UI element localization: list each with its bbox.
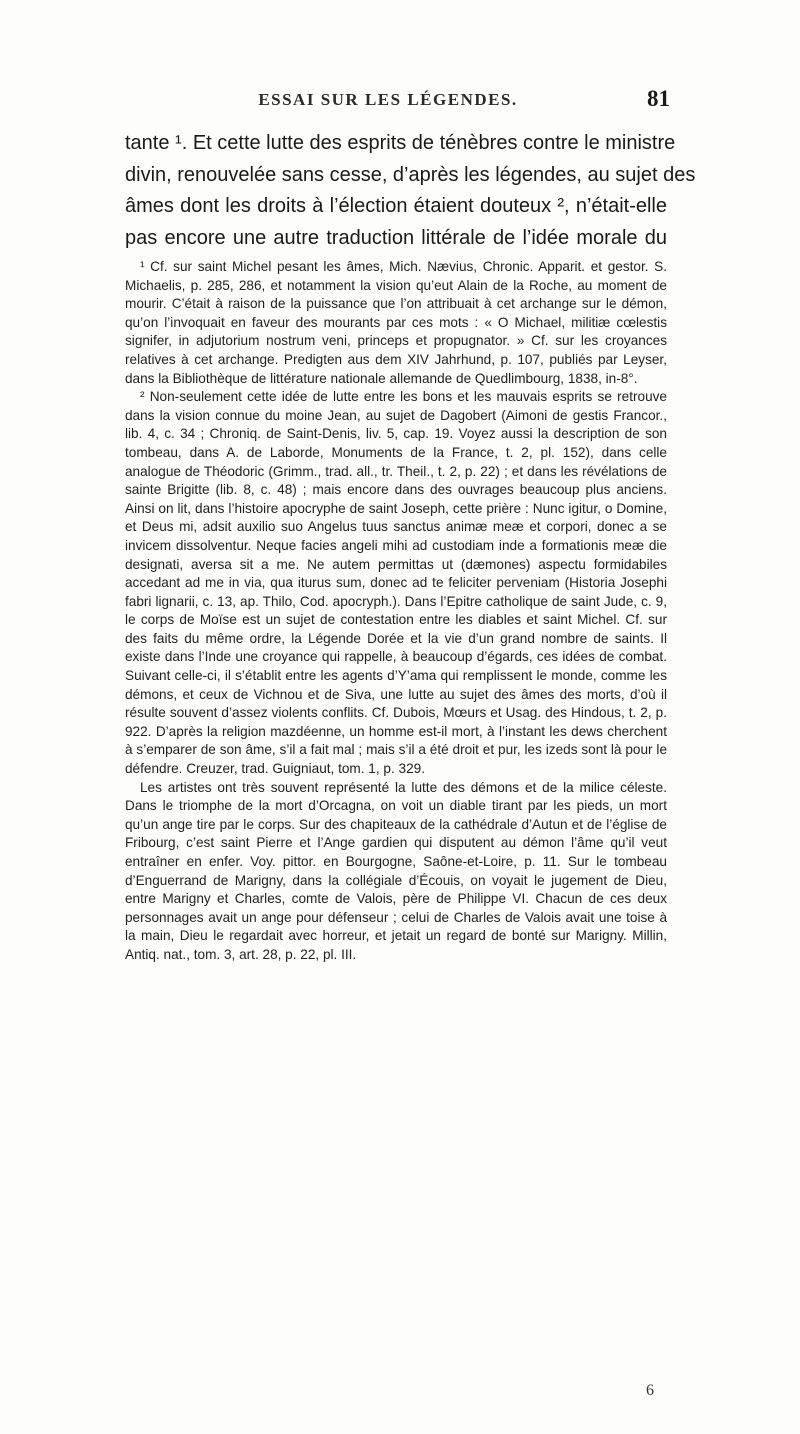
body-line: divin, renouvelée sans cesse, d’après les légendes, au sujet des [125, 163, 696, 186]
body-line: tante ¹. Et cette lutte des esprits de ténèbres contre le ministre [125, 132, 676, 154]
footnote-2-continued: Les artistes ont très souvent représenté la lutte des démons et de la milice céleste. Dans le triomphe de la mort d’Orcagna, on voit un diable tirant par les pieds, un mort qu’un ange tire par le corps. Sur des chapiteaux de la cathédrale d’Autun et de l’église de Fribourg, c’est saint Pierre et l’Ange gardien qui disputent au démon l’âme qu’il veut entraîner en enfer. Voy. pittor. en Bourgogne, Saône-et-Loire, p. 11. Sur le tombeau d’Enguerrand de Marigny, dans la collégiale d’Écouis, on voyait le jugement de Dieu, entre Marigny et Charles, comte de Valois, père de Philippe VI. Chacun de ces deux personnages avait un ange pour défenseur ; celui de Charles de Valois avait une toise à la main, Dieu le regardait avec horreur, et jetait un regard de bonté sur Marigny. Millin, Antiq. nat., tom. 3, art. 28, p. 22, pl. III. [125, 779, 667, 962]
running-title: ESSAI SUR LES LÉGENDES. [258, 90, 518, 109]
main-paragraph [125, 128, 696, 254]
signature-mark: 6 [646, 1382, 654, 1399]
page-number: 81 [647, 86, 670, 111]
running-head [118, 86, 670, 114]
body-line: âmes dont les droits à l’élection étaient douteux ², n’était-elle [125, 195, 667, 217]
footnote-2: ² Non-seulement cette idée de lutte entre les bons et les mauvais esprits se retrouve dans la vision connue du moine Jean, au sujet de Dagobert (Aimoni de gestis Francor., lib. 4, c. 34 ; Chroniq. de Saint-Denis, liv. 5, cap. 19. Voyez aussi la description de son tombeau, dans A. de Laborde, Monuments de la France, t. 2, pl. 152), dans celle analogue de Théodoric (Grimm., trad. all., tr. Theil., t. 2, p. 22) ; et dans les révélations de sainte Brigitte (lib. 8, c. 48) ; mais encore dans des ouvrages beaucoup plus anciens. Ainsi on lit, dans l’histoire apocryphe de saint Joseph, cette prière : Nunc igitur, o Domine, et Deus mi, adsit auxilio suo Angelus tuus sanctus animæ meæ et corpori, donec a se invicem dissolventur. Neque facies angeli mihi ad custodiam inde a formationis meæ die designati, aversa sit a me. Ne autem permittas ut (dæmones) aspectu formidabiles accedant ad me in via, qua iturus sum, donec ad te feliciter perveniam (Historia Josephi fabri lignarii, c. 13, ap. Thilo, Cod. apocryph.). Dans l’Epitre catholique de saint Jude, c. 9, le corps de Moïse est un sujet de contestation entre les diables et saint Michel. Cf. sur des faits du même ordre, la Légende Dorée et la vie d’un grand nombre de saints. Il existe dans l’Inde une croyance qui rappelle, à beaucoup d’égards, ces idées de combat. Suivant celle-ci, il s’établit entre les agents d’Y’ama qui remplissent le monde, comme les démons, et ceux de Vichnou et de Siva, une lutte au sujet des âmes des morts, d’où il résulte souvent d’assez violents conflits. Cf. Dubois, Mœurs et Usag. des Hindous, t. 2, p. 922. D’après la religion mazdéenne, un homme est-il mort, à l’instant les dews cherchent à s’emparer de son âme, s’il a fait mal ; mais s’il a été droit et pur, les izeds sont là pour le défendre. Creuzer, trad. Guigniaut, tom. 1, p. 329. [125, 389, 667, 777]
footnote-1: ¹ Cf. sur saint Michel pesant les âmes, Mich. Nævius, Chronic. Apparit. et gestor. S. Michaelis, p. 285, 286, et notamment la vision qu’eut Alain de la Roche, au moment de mourir. C’était à raison de la puissance que l’on attribuait à cet archange sur le démon, qu’on l’invoquait en faveur des mourants par ces mots : « O Michael, militiæ cœlestis signifer, in adjutorium nostrum veni, princeps et propugnator. » Cf. sur les croyances relatives à cet archange. Predigten aus dem XIV Jahrhund, p. 107, publiés par Leyser, dans la Bibliothèque de littérature nationale allemande de Quedlimbourg, 1838, in-8°. [125, 259, 667, 386]
body-line: pas encore une autre traduction littérale de l’idée morale du [125, 226, 667, 249]
footnotes-section [125, 258, 667, 965]
